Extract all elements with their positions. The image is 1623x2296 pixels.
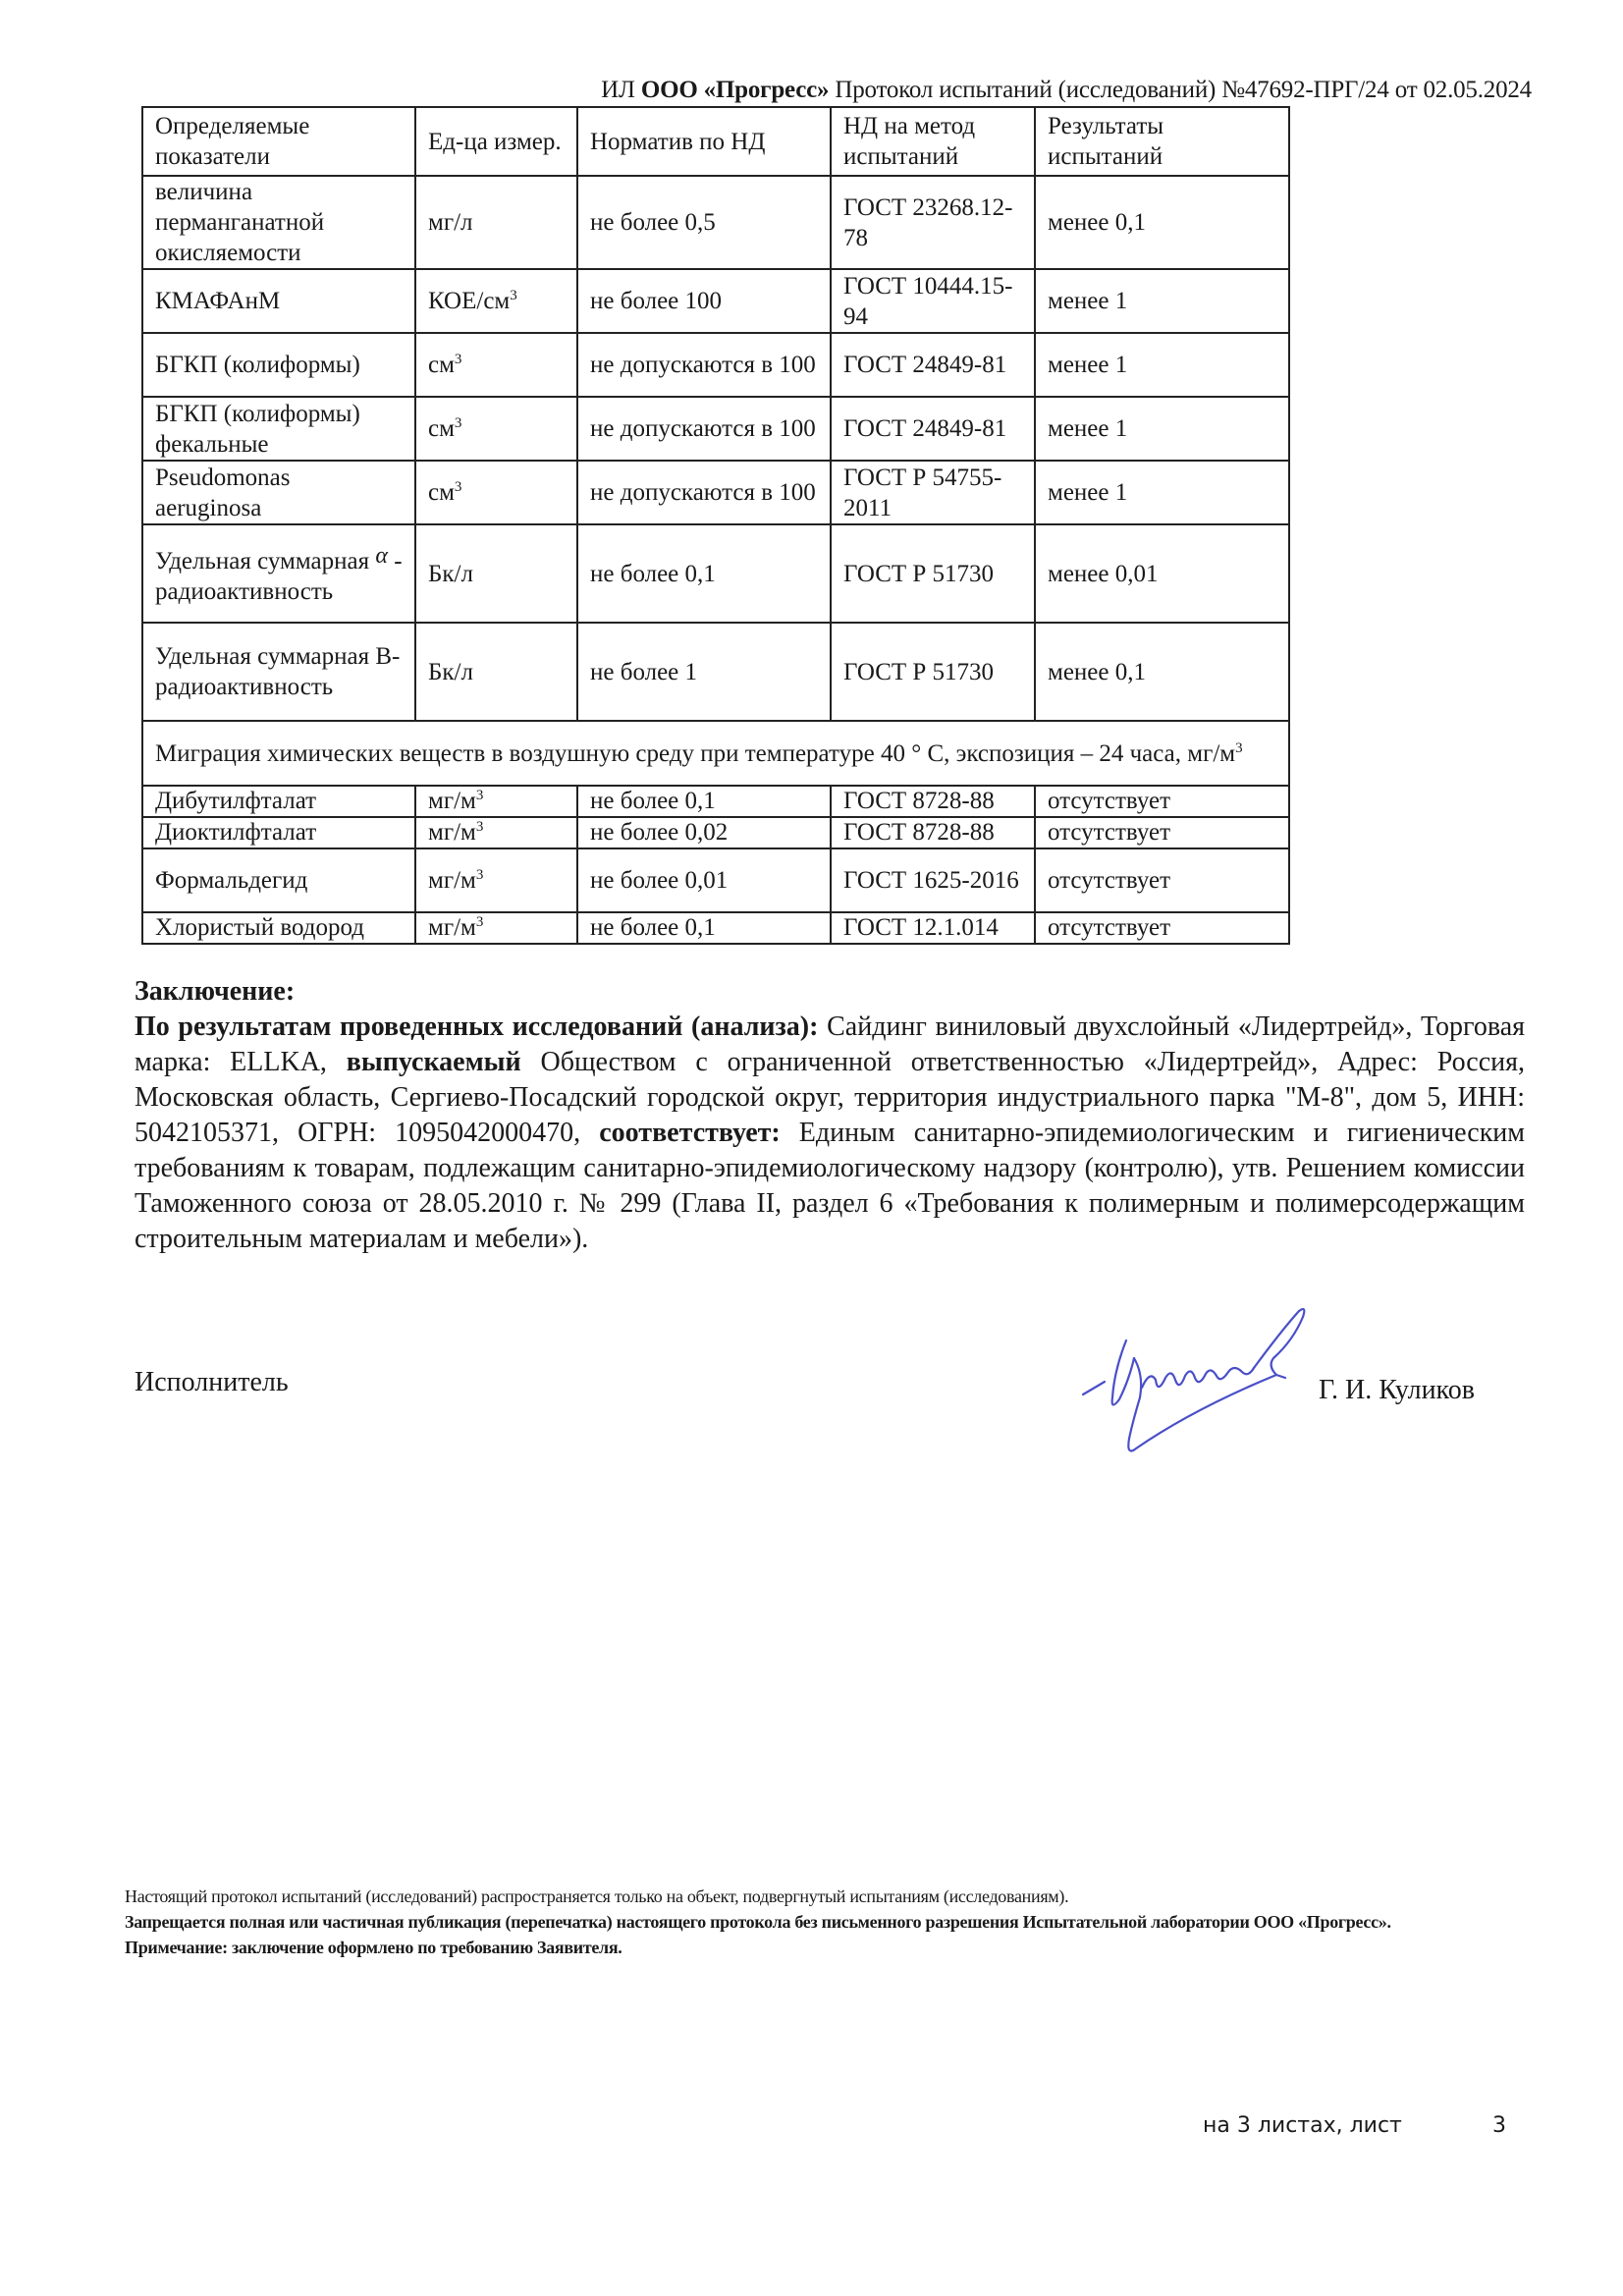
norm-cell: не более 0,02 [577,817,831,848]
result-cell: менее 0,01 [1035,524,1289,623]
method-cell: ГОСТ 24849-81 [831,333,1035,397]
indicator-cell: Диоктилфталат [142,817,415,848]
result-cell: менее 1 [1035,397,1289,461]
table-row [142,912,1289,944]
header-prefix: ИЛ [601,77,635,103]
indicator-cell: Pseudomonas aeruginosa [142,461,415,524]
table-row [142,269,1289,333]
indicator-cell: Удельная суммарная α - радиоактивность [142,524,415,623]
signature-icon [1075,1301,1340,1468]
conclusion-title: Заключение: [135,976,296,1007]
unit-cell: $мг/м^3$ [415,848,577,912]
lab-name: ООО «Прогресс» [640,77,830,103]
result-cell: отсутствует [1035,848,1289,912]
column-header: Определяемые показатели [142,107,415,176]
unit-cell: КОЕ/$см^3$ [415,269,577,333]
protocol-number: №47692-ПРГ/24 [1221,77,1389,103]
indicator-cell: БГКП (колиформы) [142,333,415,397]
page-count-label: на 3 листах, лист [1203,2113,1402,2138]
method-cell: ГОСТ 8728-88 [831,786,1035,817]
migration-title: Миграция химических веществ в воздушную среду при температуре 40 ° С, экспозиция – 24 часа, $мг/м^3$ [142,721,1289,786]
signer-name: Г. И. Куликов [1319,1375,1475,1405]
indicator-cell: КМАФАнМ [142,269,415,333]
conclusion-text: По результатам проведенных исследований (анализа): Сайдинг виниловый двухслойный «Лидертрейд», Торговая марка: ELLKA, выпускаемый Обществом с ограниченной ответственностью «Лидертрейд», Адрес: Россия, Московская область, Сергиево-Посадский городской округ, территория индустриального парка "М-8", дом 5, ИНН: 5042105371, ОГРН: 1095042000470, соответствует: Единым санитарно-эпидемиологическим и гигиеническим требованиям к товарам, подлежащим санитарно-эпидемиологическому надзору (контролю), утв. Решением комиссии Таможенного союза от 28.05.2010 г. № 299 (Глава II, раздел 6 «Требования к полимерным и полимерсодержащим строительным материалам и мебели»). [135,1011,1526,1254]
table-header-row [142,107,1289,176]
result-cell: отсутствует [1035,817,1289,848]
indicator-cell: Дибутилфталат [142,786,415,817]
indicator-cell: величина перманганатной окисляемости [142,176,415,269]
result-cell: менее 0,1 [1035,623,1289,721]
norm-cell: не более 0,1 [577,912,831,944]
indicator-cell: Удельная суммарная В-радиоактивность [142,623,415,721]
conclusion-section [135,974,1525,1257]
indicator-cell: Формальдегид [142,848,415,912]
result-cell: отсутствует [1035,786,1289,817]
footer-note-scope: Настоящий протокол испытаний (исследований) распространяется только на объект, подвергнутый испытаниям (исследованиям). [125,1886,1069,1906]
unit-cell: Бк/л [415,524,577,623]
results-table [141,106,1290,945]
result-cell: менее 1 [1035,333,1289,397]
indicator-cell: Хлористый водород [142,912,415,944]
table-row [142,786,1289,817]
column-header: Результаты испытаний [1035,107,1289,176]
table-row [142,333,1289,397]
unit-cell: $мг/м^3$ [415,912,577,944]
table-row [142,524,1289,623]
alpha-symbol: α [375,542,388,569]
result-cell: менее 0,1 [1035,176,1289,269]
protocol-date: 02.05.2024 [1423,77,1532,103]
protocol-label: Протокол испытаний (исследований) [835,77,1217,103]
date-prefix: от [1394,77,1418,103]
method-cell: ГОСТ 10444.15-94 [831,269,1035,333]
norm-cell: не более 100 [577,269,831,333]
norm-cell: не более 0,1 [577,524,831,623]
norm-cell: не допускаются в 100 [577,397,831,461]
table-row [142,817,1289,848]
norm-cell: не более 0,01 [577,848,831,912]
norm-cell: не более 0,1 [577,786,831,817]
unit-cell: $см^3$ [415,333,577,397]
indicator-cell: БГКП (колиформы) фекальные [142,397,415,461]
table-row [142,461,1289,524]
column-header: Ед-ца измер. [415,107,577,176]
table-row [142,623,1289,721]
method-cell: ГОСТ Р 51730 [831,623,1035,721]
norm-cell: не более 1 [577,623,831,721]
footer-notes [125,1884,1499,1960]
unit-cell: мг/л [415,176,577,269]
method-cell: ГОСТ 1625-2016 [831,848,1035,912]
method-cell: ГОСТ 12.1.014 [831,912,1035,944]
unit-cell: Бк/л [415,623,577,721]
footer-note-copyright: Запрещается полная или частичная публикация (перепечатка) настоящего протокола без письменного разрешения Испытательной лаборатории ООО «Прогресс». [125,1912,1391,1932]
table-row [142,176,1289,269]
norm-cell: не допускаются в 100 [577,333,831,397]
result-cell: менее 1 [1035,461,1289,524]
table-row [142,848,1289,912]
norm-cell: не более 0,5 [577,176,831,269]
page-number: 3 [1492,2113,1506,2138]
column-header: НД на метод испытаний [831,107,1035,176]
table-row [142,397,1289,461]
unit-cell: $мг/м^3$ [415,817,577,848]
unit-cell: $см^3$ [415,461,577,524]
signer-role: Исполнитель [135,1367,289,1397]
method-cell: ГОСТ 24849-81 [831,397,1035,461]
result-cell: менее 1 [1035,269,1289,333]
unit-cell: $см^3$ [415,397,577,461]
document-header [461,77,1532,104]
method-cell: ГОСТ 23268.12-78 [831,176,1035,269]
footer-note-remark: Примечание: заключение оформлено по требованию Заявителя. [125,1938,622,1957]
column-header: Норматив по НД [577,107,831,176]
norm-cell: не допускаются в 100 [577,461,831,524]
method-cell: ГОСТ Р 54755-2011 [831,461,1035,524]
migration-section-header [142,721,1289,786]
result-cell: отсутствует [1035,912,1289,944]
unit-cell: $мг/м^3$ [415,786,577,817]
method-cell: ГОСТ Р 51730 [831,524,1035,623]
method-cell: ГОСТ 8728-88 [831,817,1035,848]
